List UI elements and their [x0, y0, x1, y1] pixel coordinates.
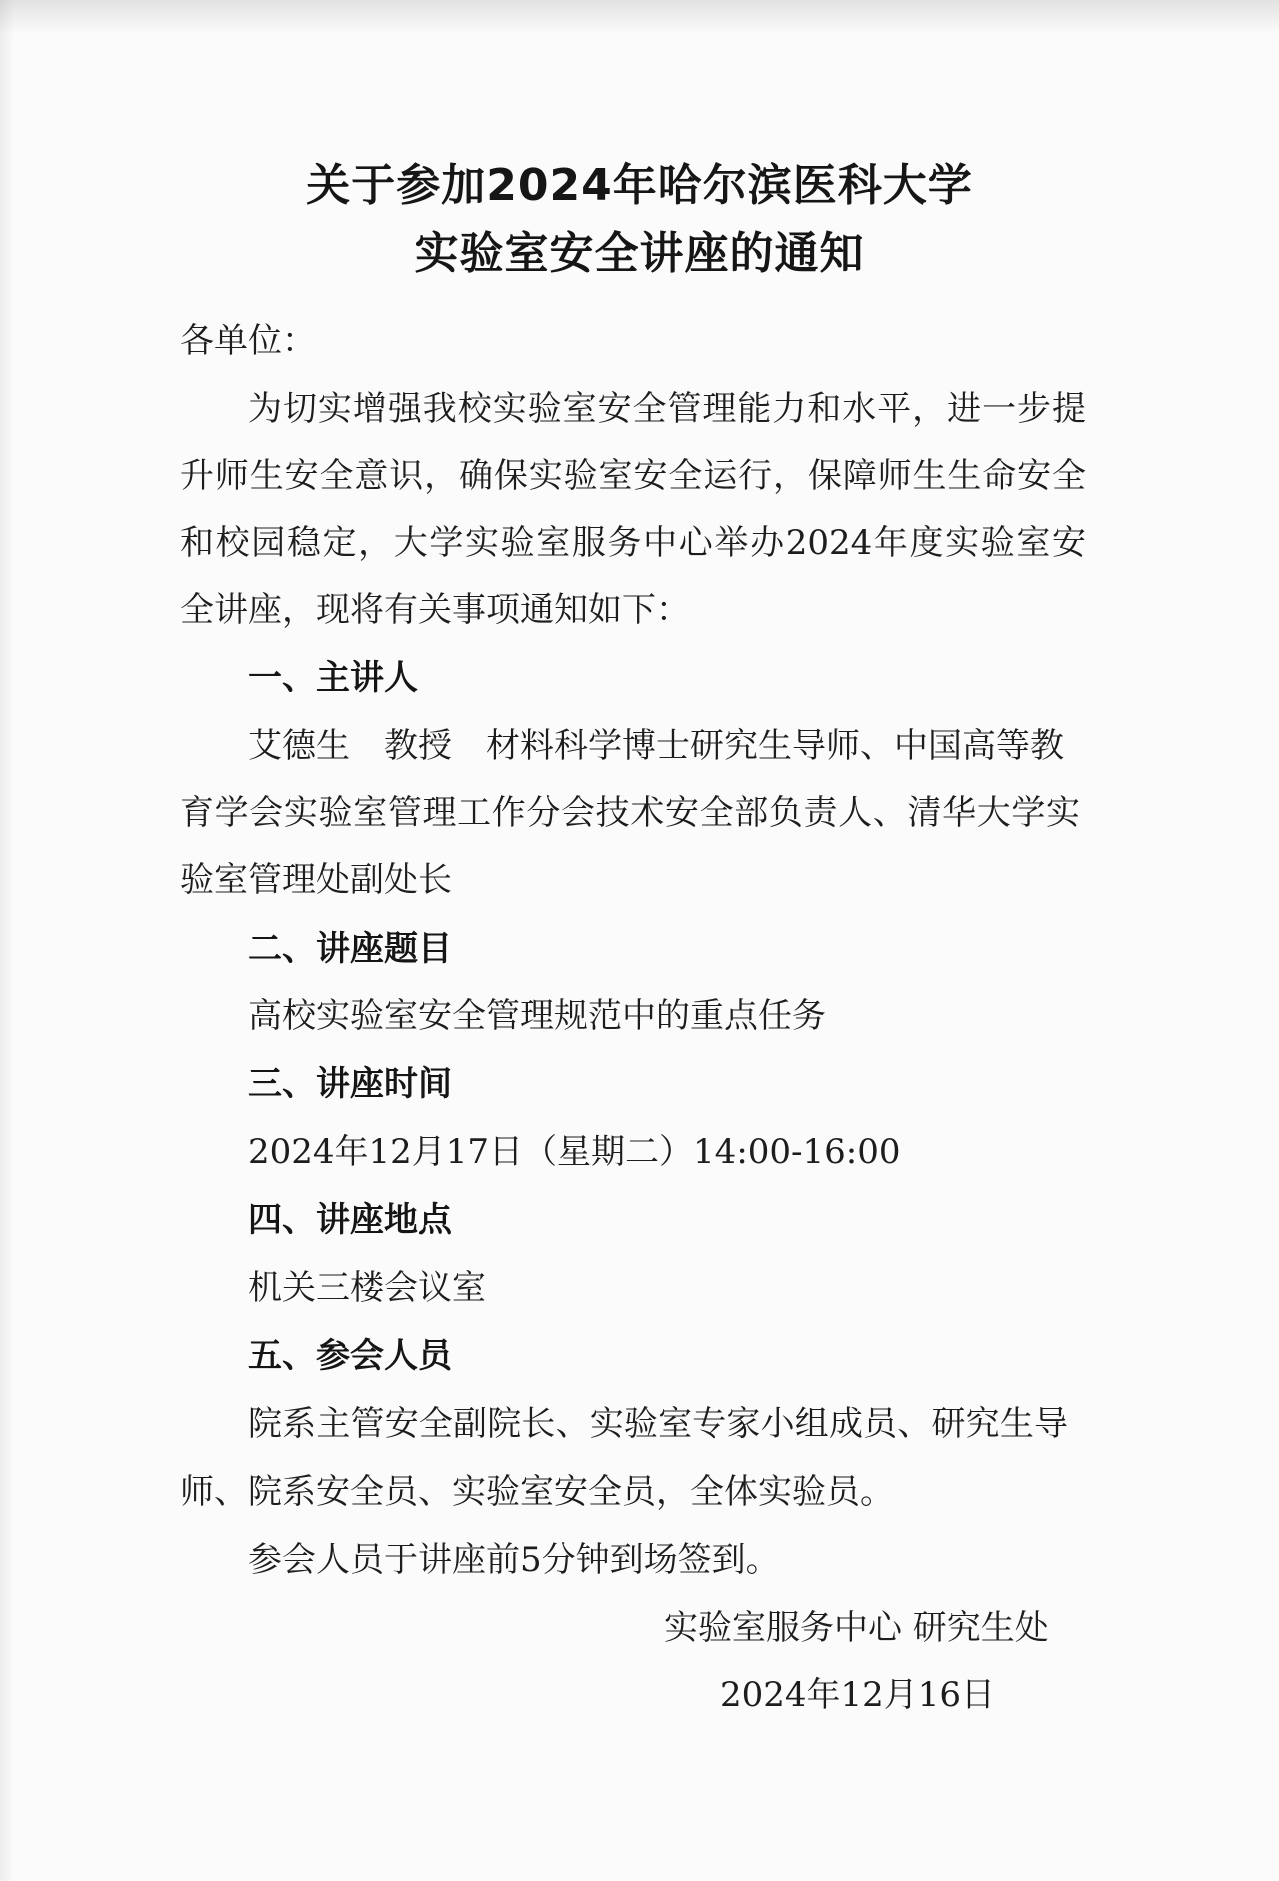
attendees-note: 参会人员于讲座前5分钟到场签到。: [248, 1540, 780, 1580]
attendees-line-2: 师、院系安全员、实验室安全员，全体实验员。: [180, 1472, 894, 1512]
speaker-name: 艾德生: [248, 726, 350, 766]
section-heading-speaker: 一、主讲人: [248, 658, 418, 698]
section-heading-topic: 二、讲座题目: [248, 929, 452, 969]
signature-date: 2024年12月16日: [720, 1675, 996, 1715]
scan-left-shadow: [0, 0, 14, 1881]
speaker-desc-line-3: 验室管理处副处长: [180, 860, 452, 900]
speaker-role: 教授: [384, 726, 452, 766]
location-content: 机关三楼会议室: [248, 1268, 486, 1308]
intro-line-2: 升师生安全意识，确保实验室安全运行，保障师生生命安全: [180, 456, 1086, 496]
intro-line-1: 为切实增强我校实验室安全管理能力和水平，进一步提: [248, 389, 1086, 429]
signature-org: 实验室服务中心 研究生处: [664, 1608, 1049, 1648]
intro-line-4: 全讲座，现将有关事项通知如下：: [180, 590, 690, 630]
topic-content: 高校实验室安全管理规范中的重点任务: [248, 996, 826, 1036]
section-heading-time: 三、讲座时间: [248, 1064, 452, 1104]
notice-title-line-1: 关于参加2024年哈尔滨医科大学: [306, 160, 973, 211]
speaker-desc-first: 材料科学博士研究生导师、中国高等教: [486, 726, 1064, 766]
notice-title-line-2: 实验室安全讲座的通知: [414, 228, 865, 279]
speaker-desc-line-2: 育学会实验室管理工作分会技术安全部负责人、清华大学实: [180, 793, 1080, 833]
salutation: 各单位：: [180, 321, 316, 361]
speaker-line-1: [248, 723, 1064, 769]
attendees-line-1: 院系主管安全副院长、实验室专家小组成员、研究生导: [248, 1404, 1068, 1444]
section-heading-attendees: 五、参会人员: [248, 1336, 452, 1376]
section-heading-location: 四、讲座地点: [248, 1200, 452, 1240]
intro-line-3: 和校园稳定，大学实验室服务中心举办2024年度实验室安: [180, 523, 1086, 563]
time-content: 2024年12月17日（星期二）14:00-16:00: [248, 1132, 901, 1172]
scan-top-shadow: [0, 0, 1279, 34]
